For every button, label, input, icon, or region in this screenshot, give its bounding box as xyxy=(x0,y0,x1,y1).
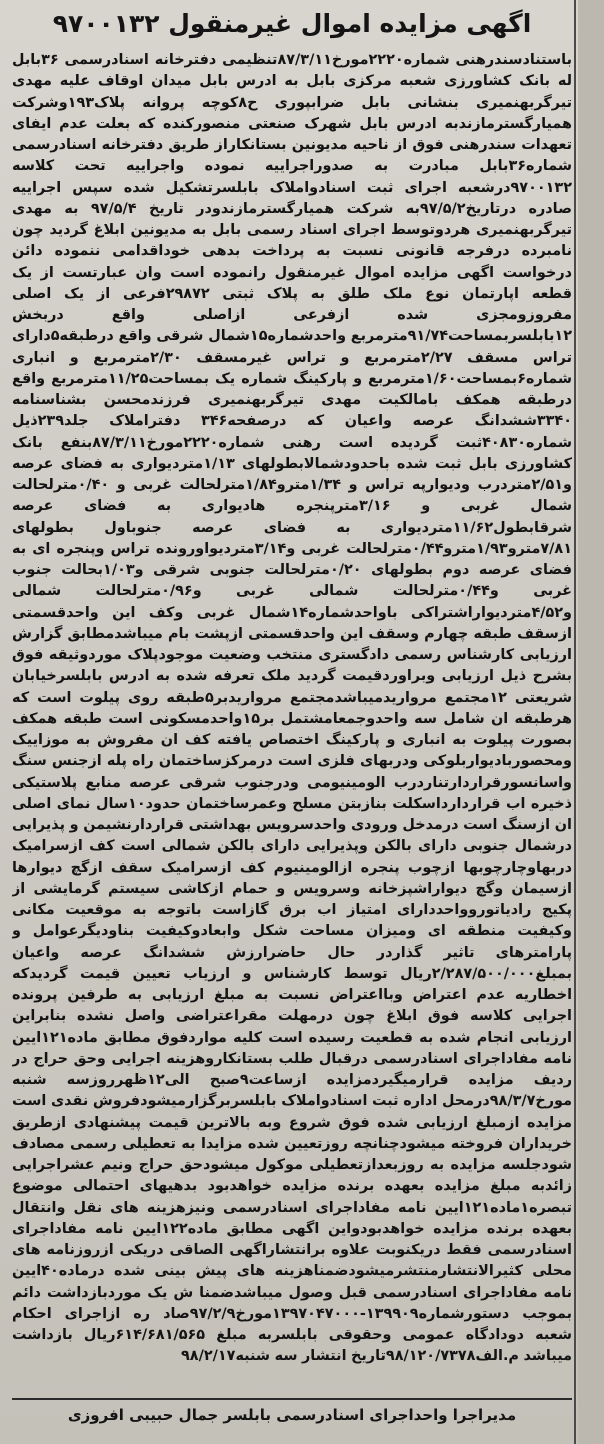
column-divider xyxy=(574,0,576,1444)
auction-notice xyxy=(12,6,572,1434)
notice-signature: مدیراجرا واحداجرای اسنادرسمی بابلسر جمال حبیبی افروزی xyxy=(12,1398,572,1426)
notice-title: اگهی مزایده اموال غیرمنقول ۹۷۰۰۱۳۲ xyxy=(52,9,532,38)
notice-body: باستنادسندرهنی شماره۲۲۲۰مورخ۸۷/۳/۱۱تنظیمی دفترخانه اسنادرسمی ۳۶بابل له بانک کشاورزی شعبه مرکزی بابل به ادرس بابل میدان اوقاف علیه مهدی تیرگربهنمیری بنشانی بابل ضرابپوری ح۸کوچه پروانه پلاک۱۹۳وشرکت همیارگسترمازندبه ادرس بابل شهرک صنعتی منصورکنده که بعلت عدم ایفای تعهدات سندرهنی فوق از ناحیه مدیونین بستانکاراز طریق دفترخانه اسنادرسمی شماره۳۶بابل مبادرت به صدوراجراییه نموده واجراییه تحت کلاسه ۹۷۰۰۱۳۲درشعبه اجرای ثبت اسنادواملاک بابلسرتشکیل شده سپس اجراییه صادره درتاریخ۹۷/۵/۲به شرکت همیارگسترمازندودر تاریخ ۹۷/۵/۴ به مهدی تیرگربهنمیری هردوتوسط اجرای اسناد رسمی بابل به مدیونین ابلاغ گردید چون نامبرده درفرجه قانونی نسبت به پرداخت بدهی خوداقدامی ننموده دائن درخواست اگهی مزایده اموال غیرمنقول رانموده است وان عبارتست از یک قطعه اپارتمان نوع ملک طلق به پلاک ثبتی ۲۹۸۷۲فرعی از یک اصلی مفروزومجزی شده ازفرعی ازاصلی واقع دربخش ۱۲بابلسربمساحت۹۱/۷۴مترمربع واحدشماره۱۵شمال شرقی واقع درطبقه۵دارای تراس مسقف ۲/۲۷مترمربع و تراس غیرمسقف ۲/۳۰مترمربع و انباری شماره۶بمساحت۱/۶۰مترمربع و پارکینگ شماره یک بمساحت۱۱/۲۵مترمربع واقع درطبقه همکف بامالکیت مهدی تیرگربهنمیری فرزندمحسن بشناسنامه ۳۳۴۰ششدانگ عرصه واعیان که درصفحه۳۴۶ دفتراملاک جلد۲۳۹ذیل شماره۴۰۸۳۰ثبت گردیده است رهنی شماره۲۲۲۰مورخ۸۷/۳/۱۱بنفع بانک کشاورزی بابل ثبت شده باحدودشمالابطولهای ۱/۱۳متردیواری به فضای عرصه و۲/۵۱متردرب ودیوارپه تراس و ۱/۳۴مترو۱/۸۴مترلحالت غربی و ۰/۴۰مترلحالت شمال غربی و ۳/۱۶مترپنجره هادیواری به فضای عرصه شرقابطول۱۱/۶۲متردیواری به فضای عرصه جنوباول بطولهای ۷/۸۱مترو۱/۹۳مترو۰/۴۴مترلحالت غربی و۳/۱۴متردیواورونده تراس وپنجره ای به فضای عرصه دوم بطولهای ۰/۲۰مترلحالت جنوبی شرقی و۱/۰۳بحالت جنوب غربی و۰/۴۴مترلحالت شمالی غربی و۰/۹۶مترلحالت شمالی و۴/۵۲متردیواراشتراکی باواحدشماره۱۴شمال غربی وکف این واحدقسمتی ازسقف طبقه چهارم وسقف این واحدقسمتی ازپشت بام میباشدمطابق گزارش ارزیابی کارشناس رسمی دادگستری منتخب وضعیت موجودپلاک موردوثیقه فوق بشرح ذیل ارزیابی وبراوردقیمت گردید ملک تعرفه شده به ادرس بابلسرخیابان شریعتی ۱۲مجتمع مرواریدمیباشدمجتمع مرواریدبر۵طبقه روی پیلوت است که هرطبقه ان شامل سه واحدوجمعامشتمل بر۱۵واحدمسکونی است طبقه همکف بصورت پیلوت به انباری و پارکینگ اختصاص یافته کف ان مفروش به موزاییک ومحصوربادیواربلوکی ودربهای فلزی است درمرکزساختمان راه پله ازجنس سنگ واسانسورقراردارتناردرب الومینیومی ودرجنوب شرقی عرصه منابع پلاستیکی ذخیره اب قراردارداسکلت بنازبتن مسلح وعمرساختمان حدود۱۰سال نمای اصلی ان ازسنگ است درمدخل ورودی واحدسرویس بهداشتی قراردارنشیمن و پذیرایی درشمال جنوبی دارای بالکن وپذیرایی دارای بالکن شمالی است کف ازسرامیک دربهاوچارچوبها ازچوب پنجره ازالومینیوم کف ازسرامیک سقف ازگچ دیوارها ازسیمان وگچ دیواراشپزخانه وسرویس و حمام ازکاشی سیستم گرمایشی از پکیج رادیاتوروواحددارای امتیاز اب برق گازاست باتوجه به موقعیت مکانی وکیفیت منطقه ای ومیزان مساحت شکل وابعادوکیفیت بناودیگرعوامل و پارامترهای تاثیر گذاردر حال حاضرارزش ششدانگ عرصه واعیان بمبلغ۲/۲۸۷/۵۰۰/۰۰۰ریال توسط کارشناس و ارزیاب تعیین قیمت گردیدکه اخطاریه عدم اعتراض وبااعتراض نسبت به مبلغ ارزیابی به طرفین پرونده اجرایی کلاسه فوق ابلاغ چون درمهلت مقراعتراضی واصل نشده بنابراین ارزیابی انجام شده به قطعیت رسیده است کلیه مواردفوق مطابق ماده۱۲۱ایین نامه مفاداجرای اسنادرسمی درقبال طلب بستانکاروهزینه اجرایی وحق حراج در ردیف مزایده قرارمیگیردمزایده ازساعت۹صبح الی۱۲ظهرروزسه شنبه مورخ۹۸/۳/۷درمحل اداره ثبت اسنادواملاک بابلسربرگزارمیشودفروش نقدی است مزایده ازمبلغ ارزیابی شده فوق شروع وبه بالاترین قیمت پیشنهادی ازطریق خریداران فروخته میشودچنانچه روزتعیین شده مزایدا به تعطیلی رسمی مصادف شودجلسه مزایده به روزبعدازتعطیلی موکول میشودحق حراج ونیم عشراجرایی زائدبه مبلغ مزایده بعهده برنده مزایده خواهدبود بدهیهای احتمالی موضوع تبصره۱ماده۱۲۱ایین نامه مفاداجرای اسنادرسمی ونیزهزینه های نقل وانتقال بعهده برنده مزایده خواهدبودواین اگهی مطابق ماده۱۲۲ایین نامه مفاداجرای اسنادرسمی فقط دریکنوبت علاوه برانتشاراگهی الصاقی دریکی ازروزنامه های محلی کثیرالانتشارمنتشرمیشودضمناهزینه های پیش بینی شده درماده۴۰ایین نامه مفاداجرای اسنادرسمی قبل وصول میباشدضمنا ش یک موردبازداشت دائم بموجب دستورشماره۱۳۹۹۰۹-۱۳۹۷۰۴۷۰۰۰مورخ۹۷/۲/۹صاد ره ازاجرای احکام شعبه دودادگاه عمومی وحقوقی بابلسربه مبلغ ۶۱۴/۶۸۱/۵۶۵ریال بازداشت میباشد م.الف۹۸/۱۲۰/۷۳۷۸تاریخ انتشار سه شنبه۹۸/۲/۱۷ xyxy=(12,52,572,1365)
adjacent-column-edge xyxy=(578,0,604,1444)
